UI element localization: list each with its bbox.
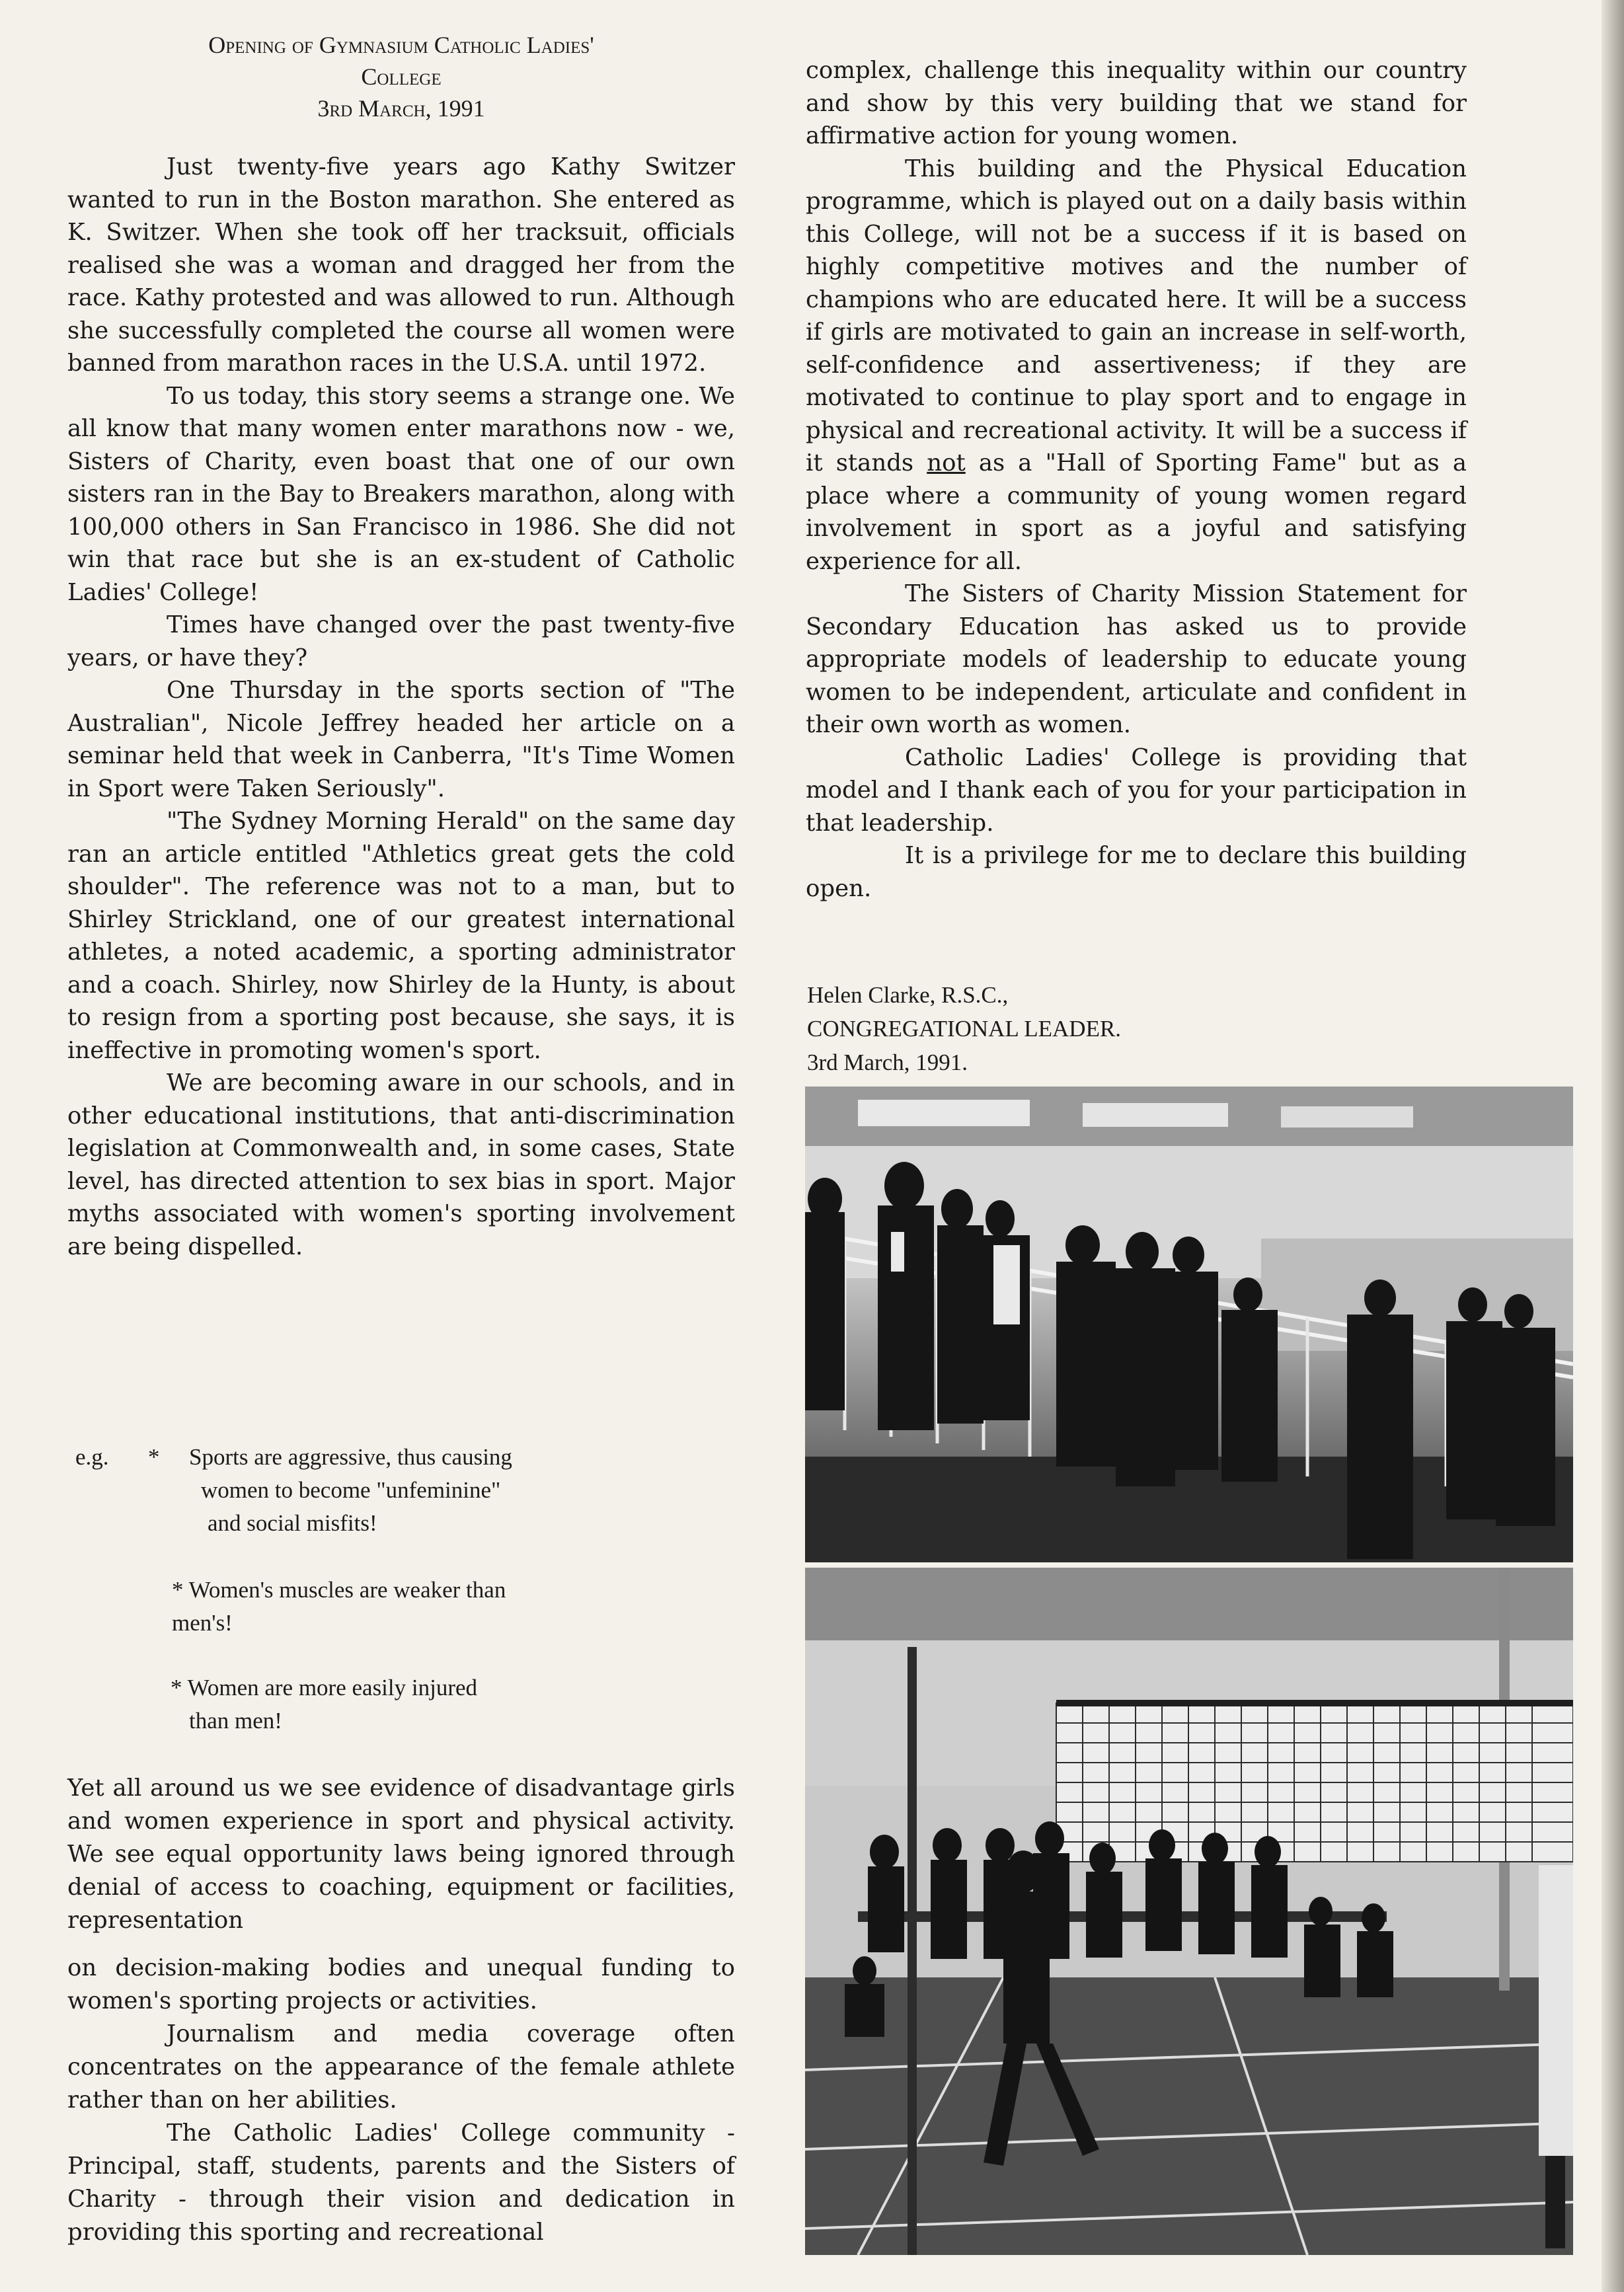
left-column bbox=[67, 151, 735, 1263]
paragraph-providing-model: Catholic Ladies' College is providing that model and I thank each of you for your participation in that leadership. bbox=[806, 744, 1467, 837]
paragraph-complex: complex, challenge this inequality within our country and show by this very building that we stand for affirmative action for young women. bbox=[806, 57, 1467, 149]
myth-item-2 bbox=[172, 1574, 648, 1640]
title-line-3: 3rd March, 1991 bbox=[317, 95, 485, 122]
page-edge-shadow bbox=[1602, 0, 1624, 2292]
right-column bbox=[806, 54, 1467, 905]
myth-1-line-3: and social misfits! bbox=[208, 1510, 377, 1536]
paragraph-times-changed: Times have changed over the past twenty-five years, or have they? bbox=[67, 611, 735, 671]
myth-1-line-2: women to become "unfeminine" bbox=[201, 1477, 501, 1503]
photo-gallery-drawing bbox=[805, 1087, 1573, 1562]
myth-2-line-1: * Women's muscles are weaker than bbox=[172, 1577, 506, 1603]
paragraph-disadvantage-a: Yet all around us we see evidence of disadvantage girls and women experience in sport and physical activity. We see equal opportunity laws being ignored through denial of access to coaching, equipment or facilities, representation bbox=[67, 1775, 735, 1934]
myth-item bbox=[75, 1441, 670, 1474]
signature-date: 3rd March, 1991. bbox=[807, 1050, 968, 1075]
article-title bbox=[67, 29, 735, 124]
myth-3-line-1: * Women are more easily injured bbox=[171, 1675, 478, 1700]
title-line-1: Opening of Gymnasium Catholic Ladies' bbox=[208, 32, 594, 58]
photo-volleyball-court bbox=[805, 1568, 1573, 2255]
left-column-lower bbox=[67, 1772, 735, 2249]
signature-name: Helen Clarke, R.S.C., bbox=[807, 982, 1009, 1008]
paragraph-declare-open: It is a privilege for me to declare this building open. bbox=[806, 842, 1467, 902]
signature-block bbox=[807, 978, 1121, 1079]
title-line-2: College bbox=[361, 63, 442, 90]
myth-item-3 bbox=[171, 1671, 646, 1738]
pe-text-b: as a "Hall of Sporting Fame" but as a place where a community of young women regard involvement in sport as a joyful and satisfying experience for all. bbox=[806, 449, 1467, 575]
myth-1-line-1: Sports are aggressive, thus causing bbox=[189, 1444, 512, 1470]
paragraph-smh: "The Sydney Morning Herald" on the same day ran an article entitled "Athletics great gets the cold shoulder". The reference was not to a man, but to Shirley Strickland, one of our greatest international athletes, a noted academic, a sporting administrator and a coach. Shirley, now Shirley de la Hunty, is about to resign from a sporting post because, she says, it is ineffective in promoting women's sport. bbox=[67, 808, 735, 1064]
pe-text-a: This building and the Physical Education programme, which is played out on a daily basis within this College, will not be a success if it is based on highly competitive motives and the number of champions who are educated here. It will be a success if girls are motivated to gain an increase in self-worth, self-confidence and assertiveness; if they are motivated to continue to play sport and to engage in physical and recreational activity. It will be a success if it stands bbox=[806, 155, 1467, 477]
paragraph-journalism: Journalism and media coverage often concentrates on the appearance of the female athlete rather than on her abilities. bbox=[67, 2020, 735, 2114]
paragraph-community: The Catholic Ladies' College community - Principal, staff, students, parents and the Sisters of Charity - through their vision and dedication in providing this sporting and recreational bbox=[67, 2120, 735, 2246]
photo-court-drawing bbox=[805, 1568, 1573, 2255]
paragraph-australian: One Thursday in the sports section of "The Australian", Nicole Jeffrey headed her article on a seminar held that week in Canberra, "It's Time Women in Sport were Taken Seriously". bbox=[67, 677, 735, 802]
paragraph-mission-statement: The Sisters of Charity Mission Statement for Secondary Education has asked us to provide appropriate models of leadership to educate young women to be independent, articulate and confident in their own worth as women. bbox=[806, 580, 1467, 738]
eg-label: e.g. bbox=[75, 1444, 109, 1470]
paragraph-becoming-aware: We are becoming aware in our schools, and in other educational institutions, that anti-discrimination legislation at Commonwealth and, in some cases, State level, has directed attention to sex bias in sport. Major myths associated with women's sporting involvement are being dispelled. bbox=[67, 1069, 735, 1260]
myth-list bbox=[75, 1441, 670, 1540]
paragraph-disadvantage-b: on decision-making bodies and unequal funding to women's sporting projects or activities. bbox=[67, 1954, 735, 2014]
paragraph-pe-programme bbox=[806, 153, 1467, 578]
bullet-star: * bbox=[148, 1444, 160, 1470]
paragraph-switzer: Just twenty-five years ago Kathy Switzer wanted to run in the Boston marathon. She entered as K. Switzer. When she took off her tracksuit, officials realised she was a woman and dragged her from the race. Kathy protested and was allowed to run. Although she successfully completed the course all women were banned from marathon races in the U.S.A. until 1972. bbox=[67, 153, 735, 377]
myth-2-line-2: men's! bbox=[172, 1610, 233, 1636]
emphasis-not: not bbox=[927, 449, 966, 477]
paragraph-strange-story: To us today, this story seems a strange one. We all know that many women enter marathons now - we, Sisters of Charity, even boast that one of our own sisters ran in the Bay to Breakers marathon, along with 100,000 others in San Francisco in 1986. She did not win that race but she is an ex-student of Catholic Ladies' College! bbox=[67, 382, 735, 606]
photo-gallery-spectators bbox=[805, 1087, 1573, 1562]
signature-title: CONGREGATIONAL LEADER. bbox=[807, 1016, 1122, 1042]
myth-3-line-2: than men! bbox=[189, 1708, 282, 1734]
